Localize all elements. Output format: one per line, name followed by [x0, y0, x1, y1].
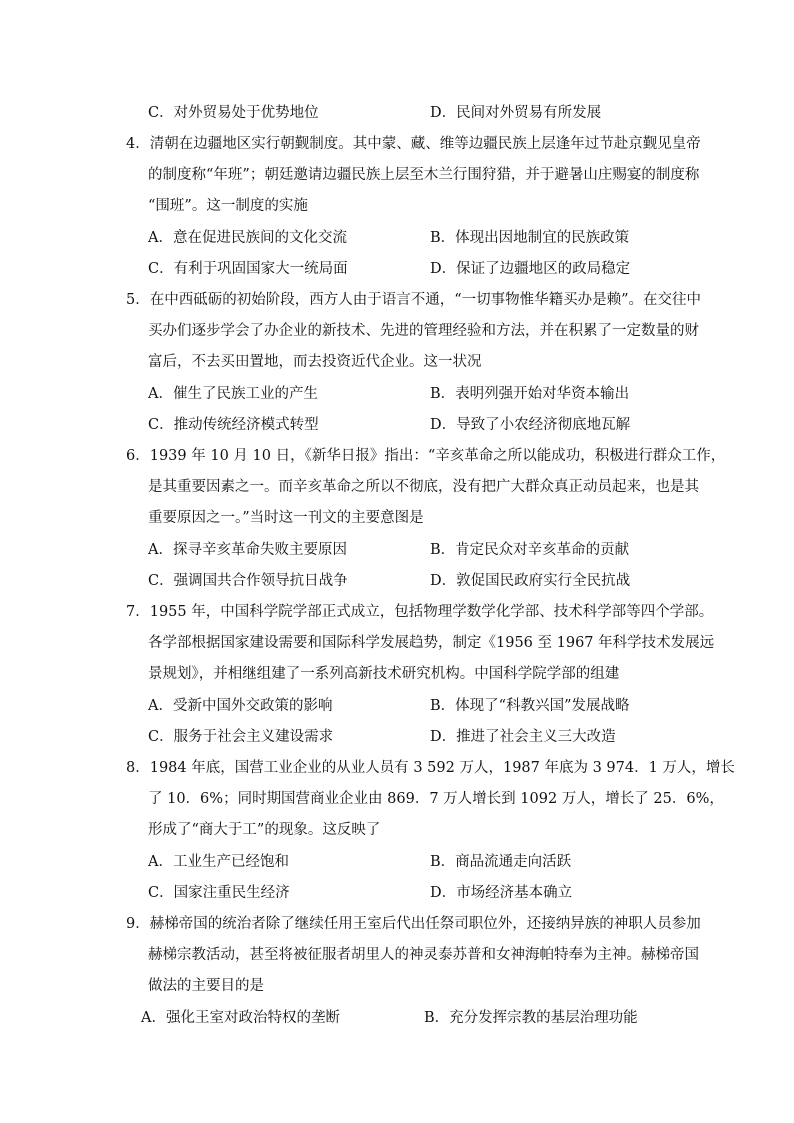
q3-option-d: D．民间对外贸易有所发展: [430, 105, 602, 121]
q4-option-b: B．体现出因地制宜的民族政策: [430, 230, 630, 246]
q6-stem-line-1: 6．1939 年 10 月 10 日，《新华日报》指出：“辛亥革命之所以能成功，积极进行群众工作，: [126, 448, 726, 464]
q9-option-b: B．充分发挥宗教的基层治理功能: [424, 1010, 638, 1026]
q7-option-c: C．服务于社会主义建设需求: [148, 729, 334, 745]
q7-option-a: A．受新中国外交政策的影响: [148, 698, 333, 714]
q8-option-b: B．商品流通走向活跃: [430, 854, 572, 870]
q9-stem-line-3: 做法的主要目的是: [148, 978, 264, 994]
q6-option-a: A．探寻辛亥革命失败主要原因: [148, 542, 347, 558]
q7-stem-line-2: 各学部根据国家建设需要和国际科学发展趋势，制定《1956 至 1967 年科学技术发展远: [148, 635, 715, 651]
q4-stem-line-2: 的制度称“年班”；朝廷邀请边疆民族上层至木兰行围狩猎，并于避暑山庄赐宴的制度称: [148, 167, 700, 183]
q5-option-c: C．推动传统经济模式转型: [148, 417, 319, 433]
q8-option-a: A．工业生产已经饱和: [148, 854, 289, 870]
q5-stem-line-3: 富后，不去买田置地，而去投资近代企业。这一状况: [148, 354, 482, 370]
q5-stem-line-1: 5．在中西砥砺的初始阶段，西方人由于语言不通，“一切事物惟华籍买办是赖”。在交往中: [126, 292, 702, 308]
q6-stem-line-2: 是其重要因素之一。而辛亥革命之所以不彻底，没有把广大群众真正动员起来，也是其: [148, 479, 699, 495]
q3-option-c: C．对外贸易处于优势地位: [148, 105, 319, 121]
q6-option-b: B．肯定民众对辛亥革命的贡献: [430, 542, 630, 558]
q8-stem-line-3: 形成了“商大于工”的现象。这反映了: [148, 822, 381, 838]
q5-option-a: A．催生了民族工业的产生: [148, 386, 318, 402]
q9-option-a: A．强化王室对政治特权的垄断: [141, 1010, 340, 1026]
q7-option-b: B．体现了“科教兴国”发展战略: [430, 698, 630, 714]
q9-stem-line-2: 赫梯宗教活动，甚至将被征服者胡里人的神灵泰苏普和女神海帕特奉为主神。赫梯帝国: [148, 947, 699, 963]
q5-stem-line-2: 买办们逐步学会了办企业的新技术、先进的管理经验和方法，并在积累了一定数量的财: [148, 323, 699, 339]
q8-stem-line-2: 了 10．6%；同时期国营商业企业由 869．7 万人增长到 1092 万人，增长了 25．6%，: [148, 791, 724, 807]
q7-option-d: D．推进了社会主义三大改造: [430, 729, 616, 745]
q5-option-d: D．导致了小农经济彻底地瓦解: [430, 417, 631, 433]
q4-option-c: C．有利于巩固国家大一统局面: [148, 261, 348, 277]
q9-stem-line-1: 9．赫梯帝国的统治者除了继续任用王室后代出任祭司职位外，还接纳异族的神职人员参加: [126, 916, 701, 932]
q6-option-c: C．强调国共合作领导抗日战争: [148, 573, 348, 589]
q8-option-c: C．国家注重民生经济: [148, 885, 290, 901]
q4-stem-line-1: 4．清朝在边疆地区实行朝觐制度。其中蒙、藏、维等边疆民族上层逢年过节赴京觐见皇帝: [126, 136, 701, 152]
q4-option-a: A．意在促进民族间的文化交流: [148, 230, 347, 246]
q7-stem-line-1: 7．1955 年，中国科学院学部正式成立，包括物理学数学化学部、技术科学部等四个学部。: [126, 604, 714, 620]
q7-stem-line-3: 景规划》，并相继组建了一系列高新技术研究机构。中国科学院学部的组建: [148, 666, 620, 682]
q5-option-b: B．表明列强开始对华资本输出: [430, 386, 630, 402]
q4-option-d: D．保证了边疆地区的政局稳定: [430, 261, 631, 277]
q4-stem-line-3: “围班”。这一制度的实施: [148, 198, 308, 214]
q8-option-d: D．市场经济基本确立: [430, 885, 573, 901]
q6-option-d: D．敦促国民政府实行全民抗战: [430, 573, 631, 589]
q6-stem-line-3: 重要原因之一。”当时这一刊文的主要意图是: [148, 510, 424, 526]
q8-stem-line-1: 8．1984 年底，国营工业企业的从业人员有 3 592 万人，1987 年底为 3 974．1 万人，增长: [126, 760, 735, 776]
